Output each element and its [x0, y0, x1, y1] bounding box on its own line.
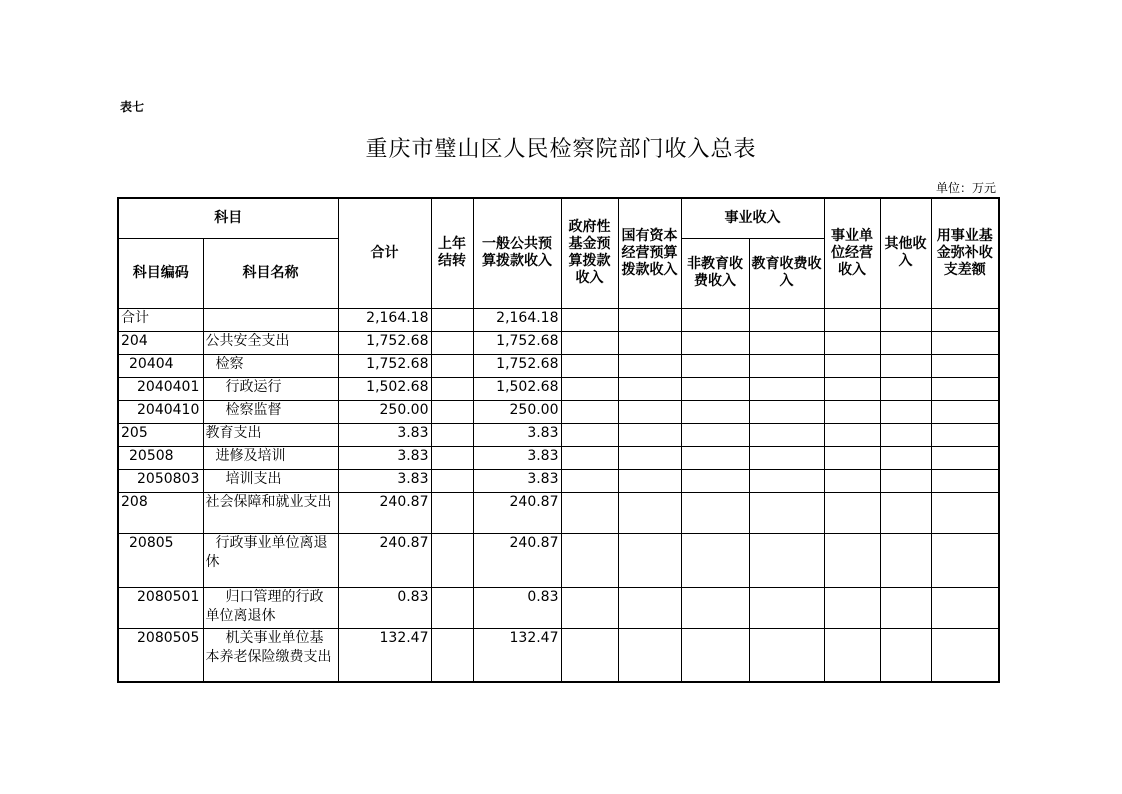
cell-subject-code: 20805 [118, 533, 203, 587]
cell-non-edu-fee [681, 628, 749, 682]
cell-total: 240.87 [338, 492, 431, 533]
cell-gov-fund [561, 492, 618, 533]
table-body [118, 308, 999, 682]
cell-gov-fund [561, 308, 618, 331]
cell-fund-balance [931, 587, 999, 628]
header-fund-balance: 用事业基金弥补收支差额 [931, 198, 999, 308]
cell-subject-name: 检察监督 [203, 400, 338, 423]
header-subject-name: 科目名称 [203, 238, 338, 308]
cell-gov-fund [561, 446, 618, 469]
cell-edu-fee [749, 533, 824, 587]
cell-business-unit-operating [824, 377, 880, 400]
cell-non-edu-fee [681, 446, 749, 469]
cell-edu-fee [749, 308, 824, 331]
header-business-unit-operating: 事业单位经营收入 [824, 198, 880, 308]
cell-state-capital [618, 354, 681, 377]
cell-subject-name: 培训支出 [203, 469, 338, 492]
cell-text: 机关事业单位基本养老保险缴费支出 [205, 629, 332, 665]
cell-text: 行政事业单位离退休 [205, 534, 328, 570]
cell-other-income [880, 400, 931, 423]
cell-general-budget: 2,164.18 [473, 308, 561, 331]
table-number: 表七 [120, 100, 145, 114]
cell-subject-name [203, 308, 338, 331]
cell-general-budget: 1,502.68 [473, 377, 561, 400]
cell-subject-code: 20508 [118, 446, 203, 469]
header-carryover: 上年结转 [431, 198, 473, 308]
cell-fund-balance [931, 446, 999, 469]
cell-carryover [431, 354, 473, 377]
cell-other-income [880, 377, 931, 400]
cell-subject-name: 社会保障和就业支出 [203, 492, 338, 533]
header-general-budget: 一般公共预算拨款收入 [473, 198, 561, 308]
cell-subject-name: 进修及培训 [203, 446, 338, 469]
cell-state-capital [618, 446, 681, 469]
cell-gov-fund [561, 628, 618, 682]
revenue-table [117, 197, 1000, 683]
cell-carryover [431, 446, 473, 469]
cell-fund-balance [931, 308, 999, 331]
table-row [118, 423, 999, 446]
cell-edu-fee [749, 331, 824, 354]
cell-fund-balance [931, 469, 999, 492]
header-edu-fee: 教育收费收入 [749, 238, 824, 308]
cell-state-capital [618, 423, 681, 446]
table-row [118, 354, 999, 377]
cell-state-capital [618, 377, 681, 400]
header-gov-fund: 政府性基金预算拨款收入 [561, 198, 618, 308]
cell-fund-balance [931, 400, 999, 423]
cell-carryover [431, 587, 473, 628]
cell-edu-fee [749, 423, 824, 446]
cell-general-budget: 3.83 [473, 446, 561, 469]
cell-subject-name: 公共安全支出 [203, 331, 338, 354]
table-row [118, 533, 999, 587]
cell-carryover [431, 628, 473, 682]
cell-subject-name: 教育支出 [203, 423, 338, 446]
cell-general-budget: 0.83 [473, 587, 561, 628]
table-row [118, 446, 999, 469]
cell-total: 3.83 [338, 469, 431, 492]
cell-other-income [880, 446, 931, 469]
header-other-income: 其他收入 [880, 198, 931, 308]
cell-carryover [431, 492, 473, 533]
header-subject-code: 科目编码 [118, 238, 203, 308]
cell-general-budget: 3.83 [473, 469, 561, 492]
cell-other-income [880, 308, 931, 331]
table-row [118, 469, 999, 492]
cell-gov-fund [561, 533, 618, 587]
cell-subject-name: 检察 [203, 354, 338, 377]
cell-non-edu-fee [681, 400, 749, 423]
cell-general-budget: 1,752.68 [473, 354, 561, 377]
header-subject: 科目 [118, 198, 338, 238]
cell-general-budget: 250.00 [473, 400, 561, 423]
cell-state-capital [618, 308, 681, 331]
cell-fund-balance [931, 423, 999, 446]
cell-gov-fund [561, 331, 618, 354]
cell-edu-fee [749, 628, 824, 682]
cell-non-edu-fee [681, 423, 749, 446]
cell-carryover [431, 423, 473, 446]
cell-non-edu-fee [681, 354, 749, 377]
cell-non-edu-fee [681, 587, 749, 628]
cell-fund-balance [931, 354, 999, 377]
cell-other-income [880, 331, 931, 354]
cell-state-capital [618, 533, 681, 587]
cell-subject-code: 2080501 [118, 587, 203, 628]
cell-subject-name [203, 628, 338, 682]
cell-state-capital [618, 400, 681, 423]
cell-edu-fee [749, 587, 824, 628]
table-row [118, 587, 999, 628]
cell-general-budget: 1,752.68 [473, 331, 561, 354]
unit-label: 单位：万元 [935, 181, 996, 195]
header-non-edu-fee: 非教育收费收入 [681, 238, 749, 308]
cell-subject-code: 20404 [118, 354, 203, 377]
cell-total: 132.47 [338, 628, 431, 682]
header-total: 合计 [338, 198, 431, 308]
header-business-income: 事业收入 [681, 198, 824, 238]
table-row [118, 628, 999, 682]
cell-business-unit-operating [824, 446, 880, 469]
cell-fund-balance [931, 331, 999, 354]
cell-non-edu-fee [681, 492, 749, 533]
cell-carryover [431, 400, 473, 423]
cell-non-edu-fee [681, 377, 749, 400]
cell-total: 3.83 [338, 446, 431, 469]
cell-total: 2,164.18 [338, 308, 431, 331]
cell-fund-balance [931, 492, 999, 533]
cell-state-capital [618, 492, 681, 533]
cell-subject-code: 208 [118, 492, 203, 533]
cell-business-unit-operating [824, 354, 880, 377]
cell-gov-fund [561, 423, 618, 446]
cell-state-capital [618, 469, 681, 492]
cell-state-capital [618, 331, 681, 354]
cell-other-income [880, 354, 931, 377]
cell-business-unit-operating [824, 308, 880, 331]
cell-total: 1,752.68 [338, 331, 431, 354]
cell-edu-fee [749, 492, 824, 533]
cell-subject-code: 204 [118, 331, 203, 354]
cell-general-budget: 240.87 [473, 492, 561, 533]
cell-edu-fee [749, 400, 824, 423]
cell-other-income [880, 492, 931, 533]
cell-other-income [880, 587, 931, 628]
page-title: 重庆市璧山区人民检察院部门收入总表 [365, 137, 757, 162]
cell-total: 240.87 [338, 533, 431, 587]
cell-other-income [880, 533, 931, 587]
cell-gov-fund [561, 377, 618, 400]
cell-subject-code: 2080505 [118, 628, 203, 682]
cell-total: 1,502.68 [338, 377, 431, 400]
cell-edu-fee [749, 446, 824, 469]
table-row [118, 492, 999, 533]
cell-business-unit-operating [824, 469, 880, 492]
cell-subject-name [203, 533, 338, 587]
cell-edu-fee [749, 377, 824, 400]
cell-gov-fund [561, 400, 618, 423]
table-row [118, 400, 999, 423]
table-row [118, 308, 999, 331]
cell-business-unit-operating [824, 331, 880, 354]
cell-state-capital [618, 628, 681, 682]
cell-subject-code: 205 [118, 423, 203, 446]
cell-fund-balance [931, 628, 999, 682]
cell-fund-balance [931, 377, 999, 400]
cell-other-income [880, 628, 931, 682]
cell-non-edu-fee [681, 331, 749, 354]
cell-carryover [431, 377, 473, 400]
cell-general-budget: 3.83 [473, 423, 561, 446]
cell-fund-balance [931, 533, 999, 587]
cell-subject-name: 归口管理的行政单位离退休 [203, 587, 338, 628]
cell-subject-code: 2050803 [118, 469, 203, 492]
cell-edu-fee [749, 469, 824, 492]
table-row [118, 331, 999, 354]
cell-carryover [431, 469, 473, 492]
header-state-capital: 国有资本经营预算拨款收入 [618, 198, 681, 308]
cell-business-unit-operating [824, 492, 880, 533]
cell-general-budget: 240.87 [473, 533, 561, 587]
cell-business-unit-operating [824, 423, 880, 446]
cell-carryover [431, 533, 473, 587]
cell-general-budget: 132.47 [473, 628, 561, 682]
table-row [118, 377, 999, 400]
cell-carryover [431, 308, 473, 331]
cell-non-edu-fee [681, 533, 749, 587]
cell-gov-fund [561, 354, 618, 377]
cell-state-capital [618, 587, 681, 628]
cell-total: 250.00 [338, 400, 431, 423]
cell-gov-fund [561, 469, 618, 492]
cell-subject-code: 2040410 [118, 400, 203, 423]
cell-subject-code: 合计 [118, 308, 203, 331]
cell-subject-code: 2040401 [118, 377, 203, 400]
cell-total: 1,752.68 [338, 354, 431, 377]
cell-total: 0.83 [338, 587, 431, 628]
cell-business-unit-operating [824, 533, 880, 587]
cell-non-edu-fee [681, 308, 749, 331]
cell-carryover [431, 331, 473, 354]
cell-other-income [880, 423, 931, 446]
cell-total: 3.83 [338, 423, 431, 446]
cell-gov-fund [561, 587, 618, 628]
cell-edu-fee [749, 354, 824, 377]
cell-business-unit-operating [824, 400, 880, 423]
cell-subject-name: 行政运行 [203, 377, 338, 400]
cell-business-unit-operating [824, 587, 880, 628]
cell-non-edu-fee [681, 469, 749, 492]
cell-other-income [880, 469, 931, 492]
cell-business-unit-operating [824, 628, 880, 682]
